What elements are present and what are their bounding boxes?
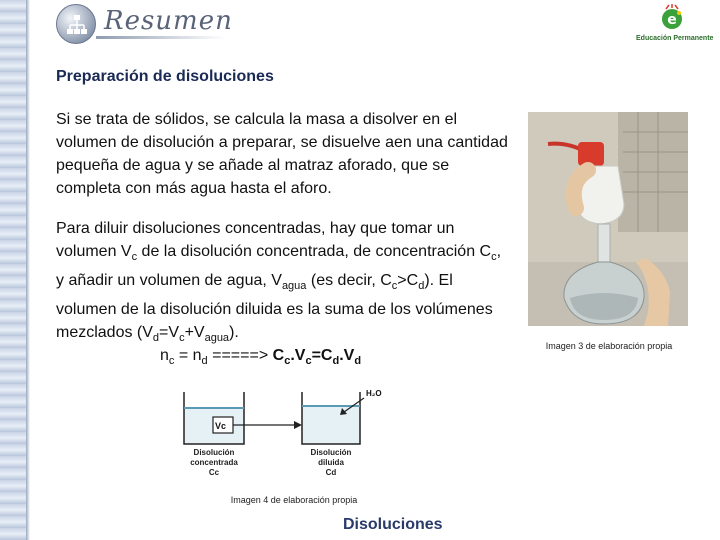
- brand-logo: [636, 4, 712, 44]
- educacion-logo-icon: [660, 4, 684, 32]
- water-label: H₂O: [366, 389, 382, 398]
- header-title: Resumen: [104, 6, 233, 36]
- left-beaker-label-2: concentrada: [190, 458, 238, 467]
- svg-text:e: e: [667, 12, 677, 28]
- brand-name: Educación Permanente: [636, 35, 714, 42]
- right-beaker-label-2: diluida: [318, 458, 344, 467]
- left-beaker-label-1: Disolución: [193, 448, 235, 457]
- footer-title: Disoluciones: [343, 516, 443, 533]
- right-beaker-label-3: Cd: [325, 468, 337, 477]
- slide-header: [26, 0, 720, 44]
- paragraph-dilution: Para diluir disoluciones concentradas, hay que tomar un volumen $V_c$ de la disolución concentrada, de concentración $C_c$, y añadir un volumen de agua, $V_{agua}$ (es decir, $C_c>C_d$). El volumen de la disolución diluida es la suma de los volúmenes mezclados $(V_d=V_c+V_{agua})$.: [56, 220, 502, 345]
- diagram-caption: Imagen 4 de elaboración propia: [230, 495, 358, 505]
- vc-label: Vc: [215, 421, 227, 431]
- paragraph-solids: Si se trata de sólidos, se calcula la masa a disolver en el volumen de disolución a preparar, se disuelve aen una cantidad pequeña de agua y se añade al matraz aforado, que se completa con más agua hasta el aforo.: [56, 111, 508, 197]
- sitemap-logo-icon: [56, 4, 96, 44]
- section-title: Preparación de disoluciones: [56, 68, 274, 85]
- header-underline: [96, 36, 226, 39]
- dilution-diagram: [176, 384, 388, 490]
- left-beaker-label-3: Cc: [208, 468, 220, 477]
- dilution-formula: $n_c = n_d$ =====> $C_c.V_c=C_d.V_d$: [160, 347, 362, 368]
- left-decorative-strip: [0, 0, 26, 540]
- right-beaker-label-1: Disolución: [310, 448, 352, 457]
- flask-photo: [528, 112, 688, 326]
- photo-caption: Imagen 3 de elaboración propia: [545, 341, 673, 351]
